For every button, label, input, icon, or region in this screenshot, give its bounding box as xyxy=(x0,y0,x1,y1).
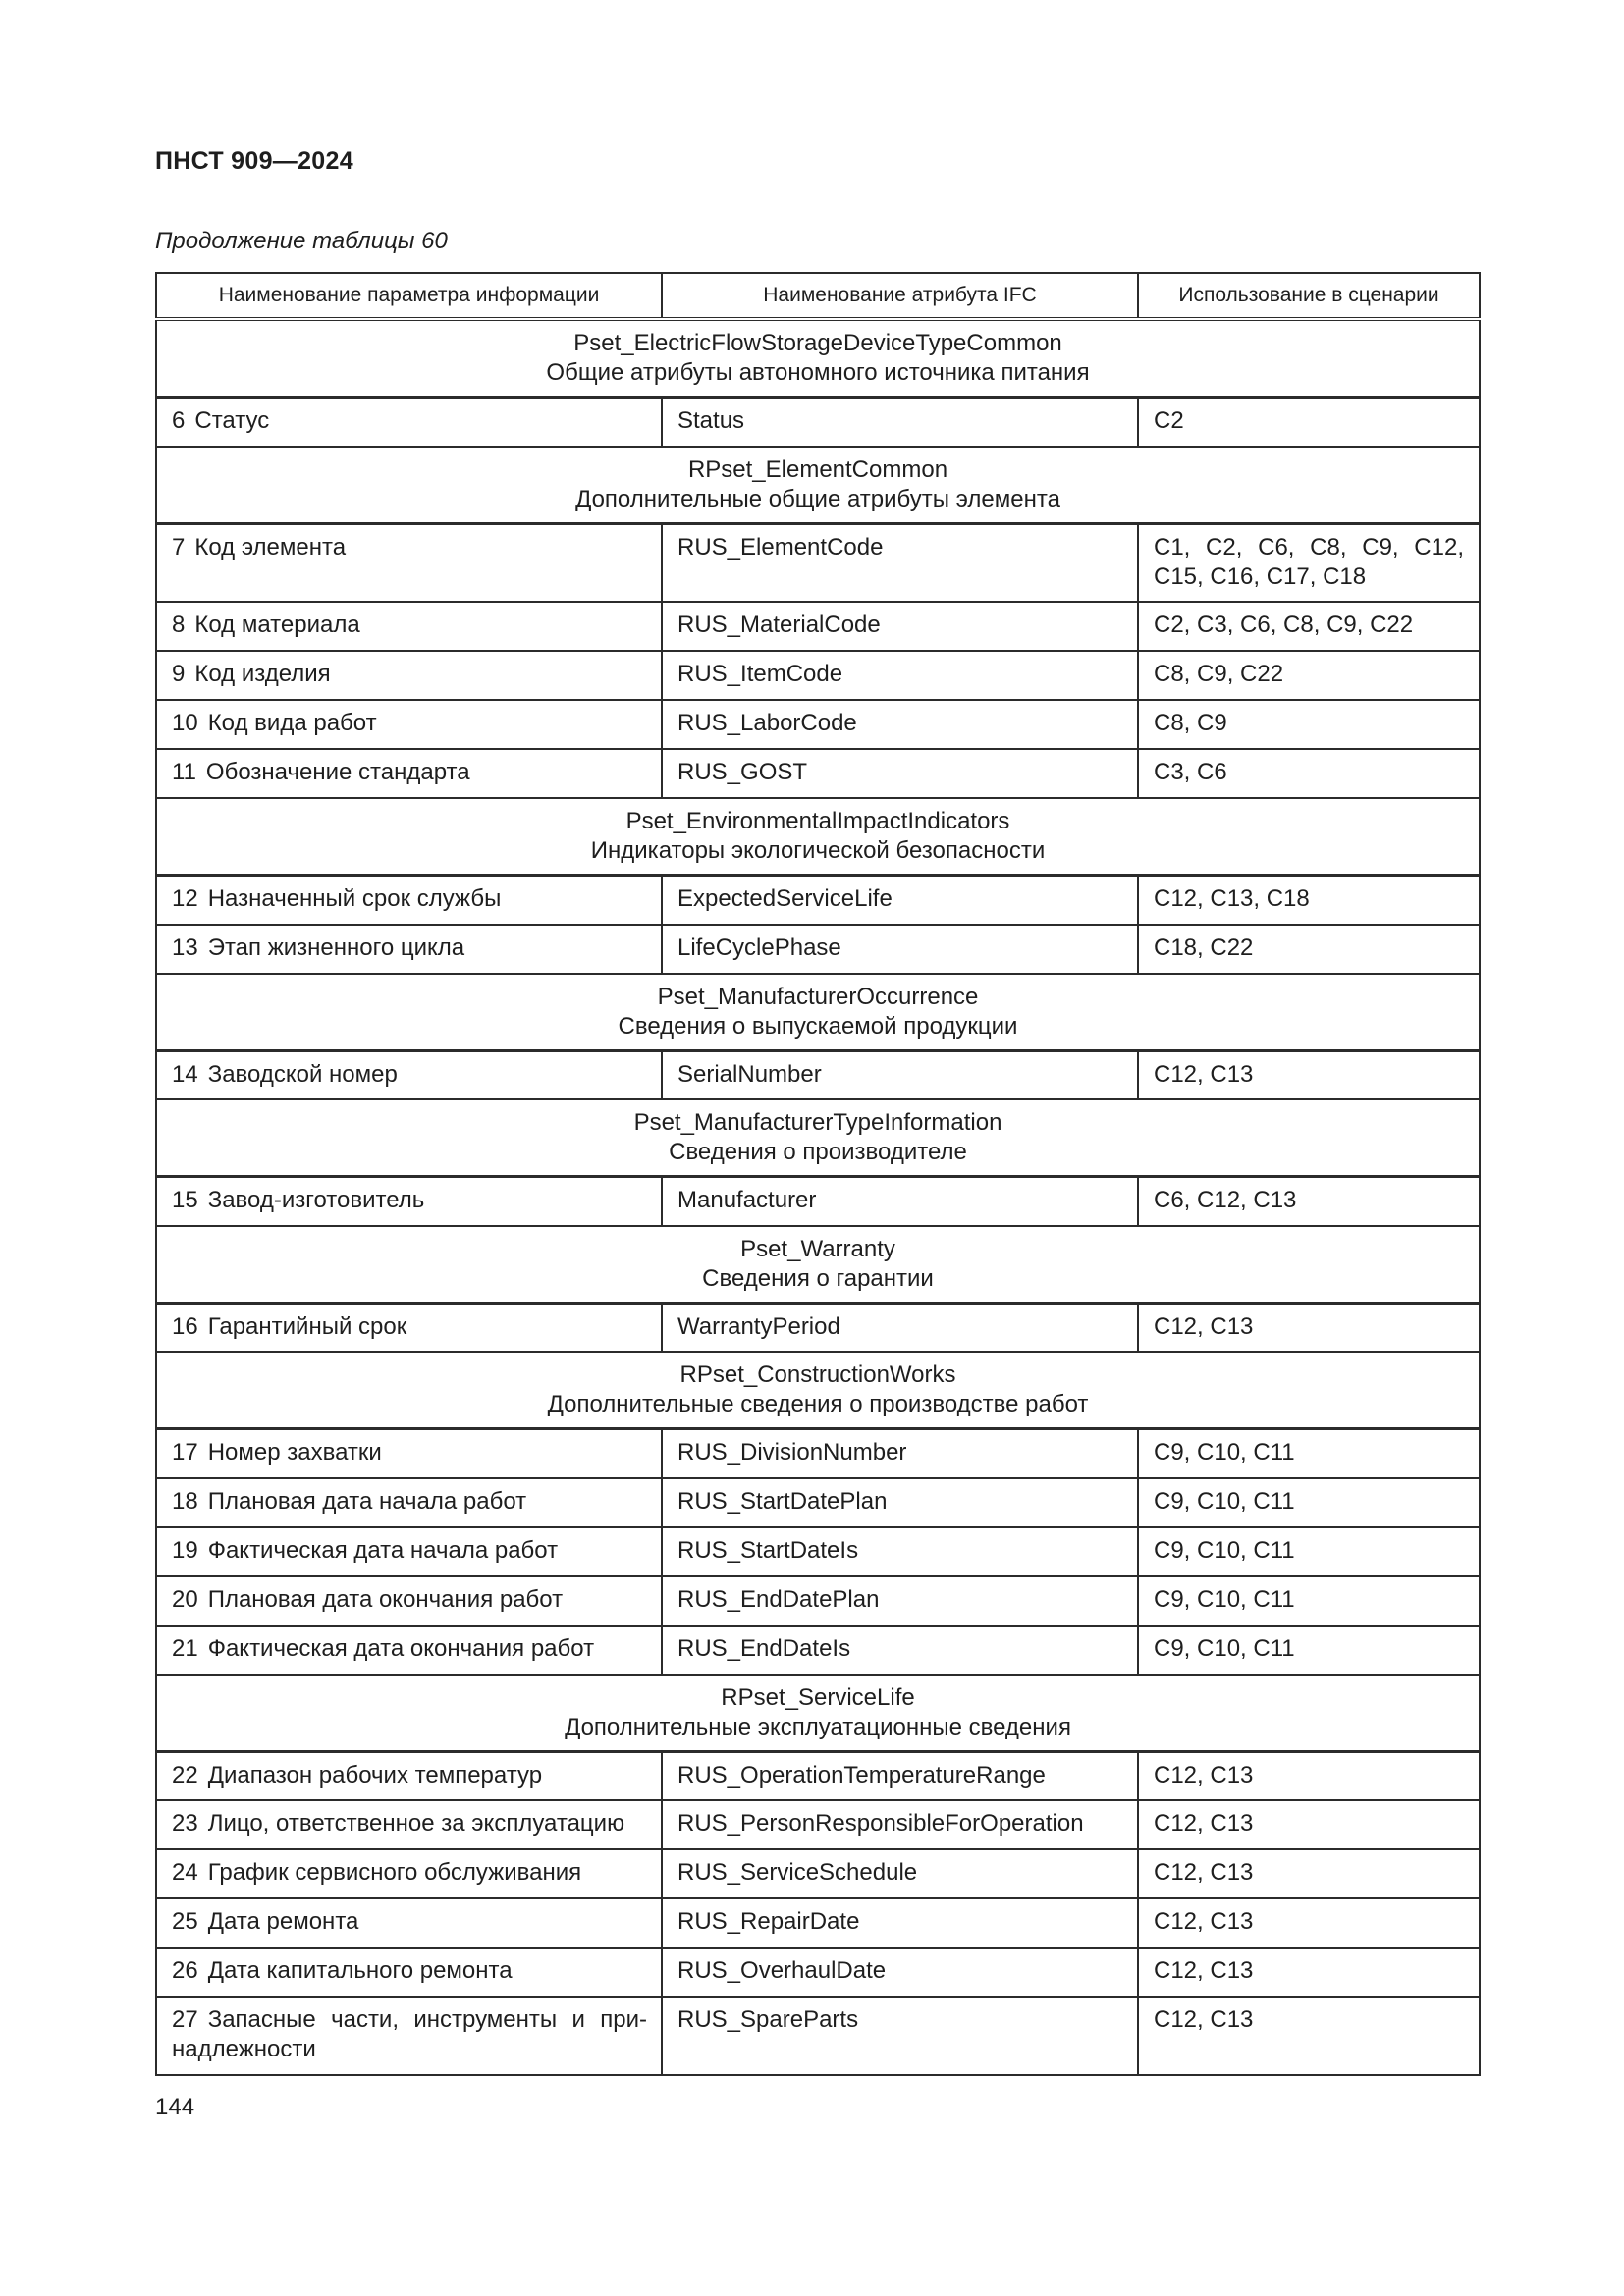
parameter-cell xyxy=(156,1800,662,1849)
group-title: Pset_ManufacturerTypeInformation xyxy=(633,1109,1002,1136)
parameter-cell xyxy=(156,700,662,749)
parameter-cell xyxy=(156,1478,662,1527)
usage-cell: C12, C13 xyxy=(1138,1898,1480,1948)
parameter-cell xyxy=(156,1898,662,1948)
row-number: 19 xyxy=(172,1536,198,1564)
parameter-name: Плановая дата начала работ xyxy=(207,1487,527,1515)
attribute-cell: RUS_LaborCode xyxy=(662,700,1138,749)
group-title: RPset_ElementCommon xyxy=(687,455,948,483)
parameter-cell xyxy=(156,1849,662,1898)
parameter-cell xyxy=(156,602,662,651)
attributes-table xyxy=(155,272,1481,2076)
attribute-cell: RUS_ItemCode xyxy=(662,651,1138,700)
parameter-cell xyxy=(156,1751,662,1800)
row-number: 21 xyxy=(172,1634,198,1662)
usage-cell: C9, C10, C11 xyxy=(1138,1626,1480,1675)
table-row xyxy=(156,1997,1480,2075)
group-cell xyxy=(156,974,1480,1051)
row-number: 24 xyxy=(172,1859,198,1886)
table-row xyxy=(156,1626,1480,1675)
parameter-cell xyxy=(156,925,662,974)
attribute-cell: RUS_MaterialCode xyxy=(662,602,1138,651)
group-subtitle: Дополнительные эксплуатационные сведения xyxy=(565,1713,1071,1740)
row-number: 7 xyxy=(172,533,186,561)
parameter-cell xyxy=(156,1429,662,1478)
group-title: Pset_ElectricFlowStorageDeviceTypeCommon xyxy=(573,330,1062,356)
group-title: Pset_ManufacturerOccurrence xyxy=(657,983,979,1010)
usage-cell: C12, C13 xyxy=(1138,1303,1480,1352)
usage-cell: C12, C13, C18 xyxy=(1138,876,1480,925)
attribute-cell: RUS_RepairDate xyxy=(662,1898,1138,1948)
parameter-name: Гарантийный срок xyxy=(207,1312,407,1340)
parameter-name: Диапазон рабочих температур xyxy=(207,1761,543,1789)
group-row xyxy=(156,1675,1480,1752)
parameter-name: График сервисного обслуживания xyxy=(207,1859,582,1886)
group-title: Pset_EnvironmentalImpactIndicators xyxy=(625,808,1010,834)
group-cell xyxy=(156,319,1480,398)
parameter-name: Фактическая дата начала работ xyxy=(207,1536,559,1564)
group-row xyxy=(156,1099,1480,1177)
attribute-cell: RUS_GOST xyxy=(662,749,1138,798)
parameter-name: Фактическая дата окончания работ xyxy=(207,1634,595,1662)
row-number: 14 xyxy=(172,1060,198,1088)
group-subtitle: Индикаторы экологической безопасности xyxy=(590,837,1046,864)
table-row xyxy=(156,1898,1480,1948)
usage-cell: C12, C13 xyxy=(1138,1800,1480,1849)
usage-cell: C18, C22 xyxy=(1138,925,1480,974)
parameter-cell xyxy=(156,1576,662,1626)
attribute-cell: WarrantyPeriod xyxy=(662,1303,1138,1352)
parameter-name: Статус xyxy=(194,407,270,434)
attribute-cell: RUS_ElementCode xyxy=(662,523,1138,602)
column-header-scenario-usage: Использование в сценарии xyxy=(1138,273,1480,319)
row-number: 6 xyxy=(172,407,186,434)
parameter-name: Этап жизненного цикла xyxy=(207,934,465,961)
attribute-cell: Status xyxy=(662,398,1138,447)
parameter-cell xyxy=(156,1626,662,1675)
group-cell xyxy=(156,1352,1480,1429)
parameter-cell xyxy=(156,523,662,602)
row-number: 8 xyxy=(172,612,186,638)
row-number: 10 xyxy=(172,710,198,736)
table-caption: Продолжение таблицы 60 xyxy=(155,228,448,254)
parameter-cell xyxy=(156,1177,662,1226)
table-row xyxy=(156,876,1480,925)
row-number: 17 xyxy=(172,1439,198,1466)
usage-cell: C9, C10, C11 xyxy=(1138,1429,1480,1478)
usage-cell: C8, C9, C22 xyxy=(1138,651,1480,700)
parameter-cell xyxy=(156,1997,662,2075)
usage-cell: C2, C3, C6, C8, C9, C22 xyxy=(1138,602,1480,651)
usage-cell: C12, C13 xyxy=(1138,1751,1480,1800)
group-cell xyxy=(156,798,1480,876)
attribute-cell: Manufacturer xyxy=(662,1177,1138,1226)
table-header-row xyxy=(156,273,1480,319)
usage-cell: C1, C2, C6, C8, C9, C12, C15, C16, C17, C18 xyxy=(1138,523,1480,602)
usage-cell: C6, C12, C13 xyxy=(1138,1177,1480,1226)
table-row xyxy=(156,749,1480,798)
usage-cell: C9, C10, C11 xyxy=(1138,1527,1480,1576)
usage-cell: C3, C6 xyxy=(1138,749,1480,798)
group-title: RPset_ServiceLife xyxy=(721,1683,915,1711)
table-row xyxy=(156,1800,1480,1849)
group-row xyxy=(156,1226,1480,1304)
parameter-name: Код изделия xyxy=(194,661,331,687)
row-number: 15 xyxy=(172,1187,198,1213)
table-row xyxy=(156,1576,1480,1626)
group-row xyxy=(156,1352,1480,1429)
parameter-name: Дата ремонта xyxy=(207,1908,359,1935)
parameter-cell xyxy=(156,651,662,700)
group-cell xyxy=(156,1675,1480,1752)
parameter-name: Плановая дата окончания работ xyxy=(207,1585,564,1613)
parameter-cell xyxy=(156,398,662,447)
table-row xyxy=(156,651,1480,700)
attribute-cell: RUS_OperationTemperatureRange xyxy=(662,1751,1138,1800)
group-subtitle: Дополнительные общие атрибуты элемента xyxy=(575,485,1060,512)
table-row xyxy=(156,398,1480,447)
table-row xyxy=(156,1177,1480,1226)
group-subtitle: Дополнительные сведения о производстве работ xyxy=(547,1391,1089,1417)
usage-cell: C2 xyxy=(1138,398,1480,447)
page-number: 144 xyxy=(155,2094,195,2120)
parameter-name: Код вида работ xyxy=(207,710,377,736)
parameter-name: Код элемента xyxy=(194,533,347,561)
column-header-parameter: Наименование параметра информации xyxy=(156,273,662,319)
group-row xyxy=(156,798,1480,876)
group-title: Pset_Warranty xyxy=(740,1235,895,1262)
parameter-name: Назначенный срок службы xyxy=(207,885,502,912)
attribute-cell: RUS_OverhaulDate xyxy=(662,1948,1138,1997)
table-row xyxy=(156,1478,1480,1527)
usage-cell: C12, C13 xyxy=(1138,1050,1480,1099)
attribute-cell: RUS_StartDatePlan xyxy=(662,1478,1138,1527)
attribute-cell: RUS_PersonResponsibleForOperation xyxy=(662,1800,1138,1849)
group-subtitle: Сведения о гарантии xyxy=(702,1264,934,1292)
parameter-cell xyxy=(156,749,662,798)
usage-cell: C9, C10, C11 xyxy=(1138,1576,1480,1626)
table-row xyxy=(156,1948,1480,1997)
parameter-name: Завод-изготовитель xyxy=(207,1187,425,1213)
parameter-cell xyxy=(156,1050,662,1099)
attribute-cell: LifeCyclePhase xyxy=(662,925,1138,974)
row-number: 27 xyxy=(172,2006,198,2033)
table-row xyxy=(156,700,1480,749)
group-cell xyxy=(156,1226,1480,1304)
group-row xyxy=(156,974,1480,1051)
document-code: ПНСТ 909—2024 xyxy=(155,147,353,175)
parameter-name: Код материала xyxy=(194,612,360,638)
parameter-cell xyxy=(156,1303,662,1352)
parameter-name: Обозначение стандарта xyxy=(205,759,470,785)
table-row xyxy=(156,523,1480,602)
usage-cell: C8, C9 xyxy=(1138,700,1480,749)
row-number: 20 xyxy=(172,1585,198,1613)
attribute-cell: RUS_EndDateIs xyxy=(662,1626,1138,1675)
row-number: 26 xyxy=(172,1957,198,1984)
group-cell xyxy=(156,447,1480,524)
group-cell xyxy=(156,1099,1480,1177)
attribute-cell: RUS_DivisionNumber xyxy=(662,1429,1138,1478)
row-number: 13 xyxy=(172,934,198,961)
usage-cell: C12, C13 xyxy=(1138,1997,1480,2075)
table-row xyxy=(156,1303,1480,1352)
table-row xyxy=(156,602,1480,651)
row-number: 18 xyxy=(172,1487,198,1515)
column-header-ifc-attribute: Наименование атрибута IFC xyxy=(662,273,1138,319)
group-subtitle: Сведения о выпускаемой продукции xyxy=(618,1012,1018,1040)
usage-cell: C9, C10, C11 xyxy=(1138,1478,1480,1527)
table-row xyxy=(156,1849,1480,1898)
parameter-cell xyxy=(156,876,662,925)
attribute-cell: RUS_StartDateIs xyxy=(662,1527,1138,1576)
row-number: 22 xyxy=(172,1761,198,1789)
parameter-name: Дата капитального ремонта xyxy=(207,1957,513,1984)
row-number: 23 xyxy=(172,1810,198,1837)
table-row xyxy=(156,1050,1480,1099)
parameter-name: Заводской номер xyxy=(207,1060,398,1088)
group-row xyxy=(156,319,1480,398)
attribute-cell: ExpectedServiceLife xyxy=(662,876,1138,925)
usage-cell: C12, C13 xyxy=(1138,1849,1480,1898)
usage-cell: C12, C13 xyxy=(1138,1948,1480,1997)
parameter-cell xyxy=(156,1948,662,1997)
group-subtitle: Сведения о производителе xyxy=(669,1139,967,1165)
parameter-name: Номер захватки xyxy=(207,1439,382,1466)
row-number: 11 xyxy=(172,759,196,785)
parameter-name: Запасные части, инструменты и принадлежности xyxy=(172,2006,647,2062)
table-row xyxy=(156,925,1480,974)
group-title: RPset_ConstructionWorks xyxy=(679,1362,956,1388)
attribute-cell: RUS_EndDatePlan xyxy=(662,1576,1138,1626)
parameter-name: Лицо, ответственное за эксплуатацию xyxy=(207,1810,625,1837)
row-number: 25 xyxy=(172,1908,198,1935)
attribute-cell: RUS_SpareParts xyxy=(662,1997,1138,2075)
attribute-cell: SerialNumber xyxy=(662,1050,1138,1099)
parameter-cell xyxy=(156,1527,662,1576)
group-subtitle: Общие атрибуты автономного источника питания xyxy=(546,359,1090,386)
row-number: 16 xyxy=(172,1312,198,1340)
table-row xyxy=(156,1429,1480,1478)
table-row xyxy=(156,1527,1480,1576)
attribute-cell: RUS_ServiceSchedule xyxy=(662,1849,1138,1898)
row-number: 12 xyxy=(172,885,198,912)
row-number: 9 xyxy=(172,661,186,687)
group-row xyxy=(156,447,1480,524)
table-row xyxy=(156,1751,1480,1800)
